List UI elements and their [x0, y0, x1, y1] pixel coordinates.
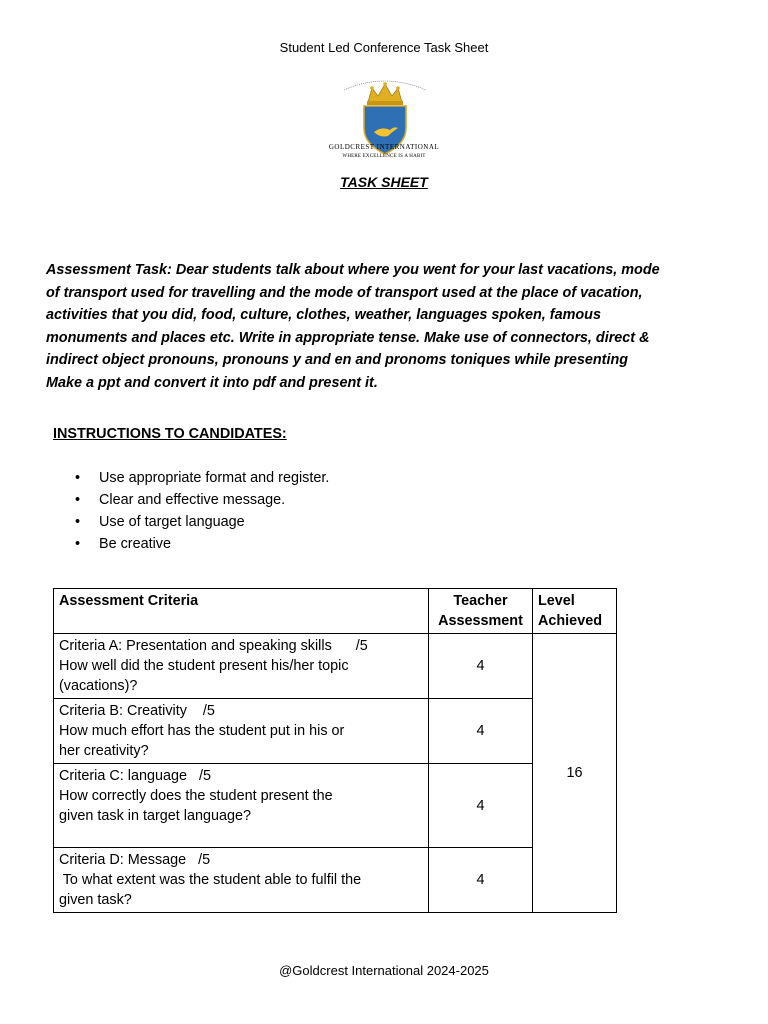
- instruction-text: Use appropriate format and register.: [99, 470, 330, 486]
- criteria-description: (vacations)?: [59, 678, 138, 694]
- instruction-item: [75, 489, 329, 511]
- criteria-title: Criteria B: Creativity /5: [59, 703, 215, 719]
- school-name: GOLDCREST INTERNATIONAL: [328, 143, 440, 151]
- instruction-text: Be creative: [99, 536, 171, 552]
- crown-icon: [367, 82, 403, 105]
- header-teacher-line2: Assessment: [438, 613, 523, 629]
- criteria-description: How correctly does the student present the: [59, 788, 333, 804]
- task-sheet-title: TASK SHEET: [340, 174, 428, 190]
- table-header-row: [54, 589, 617, 634]
- bullet-icon: •: [75, 470, 81, 486]
- table-row: [54, 634, 617, 699]
- criteria-description: How well did the student present his/her topic: [59, 658, 349, 674]
- criteria-description: given task?: [59, 892, 132, 908]
- assessment-task-line: monuments and places etc. Write in appropriate tense. Make use of connectors, direct &: [46, 329, 650, 346]
- assessment-task-line: Assessment Task: Dear students talk about where you went for your last vacations, mode: [46, 262, 660, 278]
- criteria-cell: [54, 764, 429, 848]
- bullet-icon: •: [75, 514, 81, 530]
- page-header-title: Student Led Conference Task Sheet: [279, 40, 489, 55]
- school-tagline: WHERE EXCELLENCE IS A HABIT: [342, 154, 426, 159]
- header-level-line2: Achieved: [538, 613, 602, 629]
- table-row: [54, 848, 617, 913]
- assessment-criteria-table: [53, 588, 617, 913]
- school-name-label: [324, 143, 444, 161]
- header-teacher-assessment: [429, 589, 533, 634]
- criteria-cell: [54, 699, 429, 764]
- criteria-description: her creativity?: [59, 743, 149, 759]
- header-level-achieved: [533, 589, 617, 634]
- criteria-title: Criteria D: Message /5: [59, 852, 211, 868]
- level-achieved-cell: 16: [533, 634, 617, 913]
- instruction-item: [75, 533, 329, 555]
- bullet-icon: •: [75, 492, 81, 508]
- teacher-score-cell: 4: [429, 699, 533, 764]
- instruction-text: Clear and effective message.: [99, 492, 286, 508]
- teacher-score-cell: 4: [429, 634, 533, 699]
- instructions-heading: INSTRUCTIONS TO CANDIDATES:: [53, 426, 287, 442]
- instructions-list: [75, 467, 329, 555]
- teacher-score-cell: 4: [429, 848, 533, 913]
- criteria-cell: [54, 848, 429, 913]
- header-assessment-criteria: Assessment Criteria: [54, 589, 429, 634]
- assessment-task-line: activities that you did, food, culture, clothes, weather, languages spoken, famous: [46, 307, 601, 323]
- criteria-description: given task in target language?: [59, 808, 252, 824]
- assessment-task-line: indirect object pronouns, pronouns y and en and pronoms toniques while presenting: [46, 352, 629, 368]
- assessment-task-line: Make a ppt and convert it into pdf and present it.: [46, 374, 378, 391]
- table-row: [54, 699, 617, 764]
- instruction-item: [75, 467, 329, 489]
- instruction-item: [75, 511, 329, 533]
- criteria-description: To what extent was the student able to fulfil the: [59, 872, 362, 888]
- criteria-cell: [54, 634, 429, 699]
- header-level-line1: Level: [538, 593, 575, 609]
- page-footer: @Goldcrest International 2024-2025: [279, 963, 489, 978]
- header-teacher-line1: Teacher: [453, 593, 508, 609]
- assessment-task-line: of transport used for travelling and the mode of transport used at the place of vacation,: [46, 284, 643, 301]
- assessment-task-paragraph: [46, 259, 736, 394]
- teacher-score-cell: 4: [429, 764, 533, 848]
- table-row: [54, 764, 617, 848]
- bullet-icon: •: [75, 536, 81, 552]
- criteria-title: Criteria A: Presentation and speaking skills /5: [59, 638, 368, 654]
- criteria-title: Criteria C: language /5: [59, 768, 211, 784]
- criteria-description: How much effort has the student put in his or: [59, 723, 345, 739]
- instruction-text: Use of target language: [99, 514, 245, 530]
